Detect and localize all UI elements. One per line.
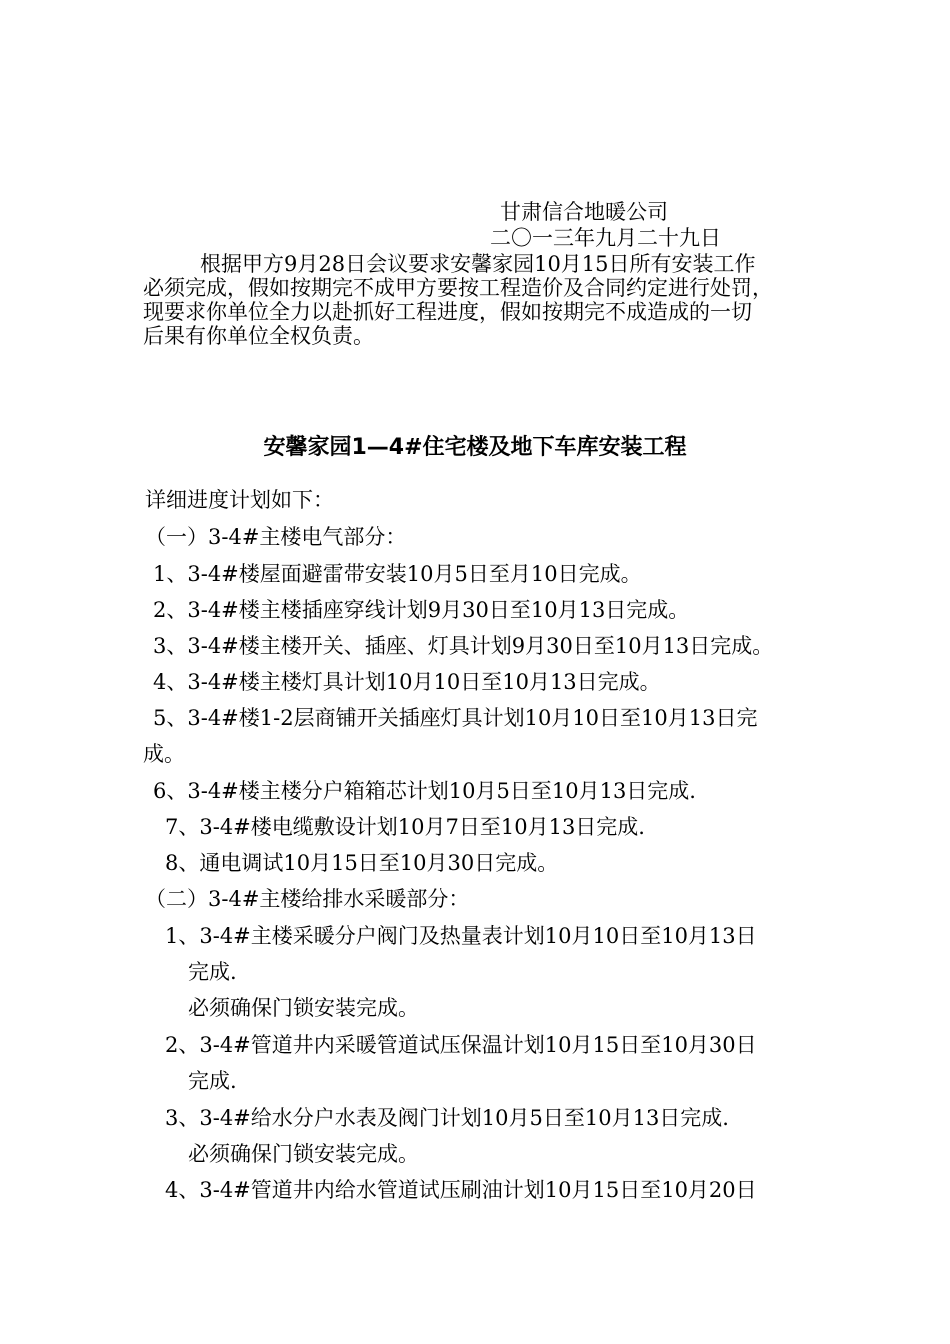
notice-line: 必须完成，假如按期完不成甲方要按工程造价及合同约定进行处罚， [143,276,773,300]
schedule-item: 3、3-4#楼主楼开关、插座、灯具计划9月30日至10月13日完成。 [153,634,774,658]
schedule-item: 8、通电调试10月15日至10月30日完成。 [165,851,559,875]
notice-line: 后果有你单位全权负责。 [143,324,374,348]
schedule-note: 必须确保门锁安装完成。 [188,996,419,1020]
schedule-item-continuation: 完成. [188,1069,237,1093]
company-name: 甘肃信合地暖公司 [500,200,668,224]
section-heading-electrical: （一）3-4#主楼电气部分： [145,525,407,549]
notice-line: 根据甲方9月28日会议要求安馨家园10月15日所有安装工作 [200,252,756,276]
schedule-item: 1、3-4#主楼采暖分户阀门及热量表计划10月10日至10月13日 [165,924,757,948]
schedule-item: 4、3-4#管道井内给水管道试压刷油计划10月15日至10月20日 [165,1178,757,1202]
intro-text: 详细进度计划如下： [145,488,334,512]
schedule-item: 2、3-4#管道井内采暖管道试压保温计划10月15日至10月30日 [165,1033,757,1057]
schedule-item: 2、3-4#楼主楼插座穿线计划9月30日至10月13日完成。 [153,598,690,622]
schedule-item: 4、3-4#楼主楼灯具计划10月10日至10月13日完成。 [153,670,661,694]
section-heading-plumbing: （二）3-4#主楼给排水采暖部分： [145,887,470,911]
schedule-note: 必须确保门锁安装完成。 [188,1142,419,1166]
schedule-item: 7、3-4#楼电缆敷设计划10月7日至10月13日完成. [165,815,645,839]
schedule-item: 6、3-4#楼主楼分户箱箱芯计划10月5日至10月13日完成. [153,779,696,803]
document-date: 二〇一三年九月二十九日 [490,226,721,250]
schedule-item-continuation: 完成. [188,960,237,984]
schedule-item: 1、3-4#楼屋面避雷带安装10月5日至月10日完成。 [153,562,642,586]
schedule-item: 5、3-4#楼1-2层商铺开关插座灯具计划10月10日至10月13日完 [153,706,758,730]
schedule-item-continuation: 成。 [143,742,185,766]
notice-line: 现要求你单位全力以赴抓好工程进度，假如按期完不成造成的一切 [143,300,752,324]
schedule-item: 3、3-4#给水分户水表及阀门计划10月5日至10月13日完成. [165,1106,729,1130]
document-title: 安馨家园1—4#住宅楼及地下车库安装工程 [263,435,687,460]
